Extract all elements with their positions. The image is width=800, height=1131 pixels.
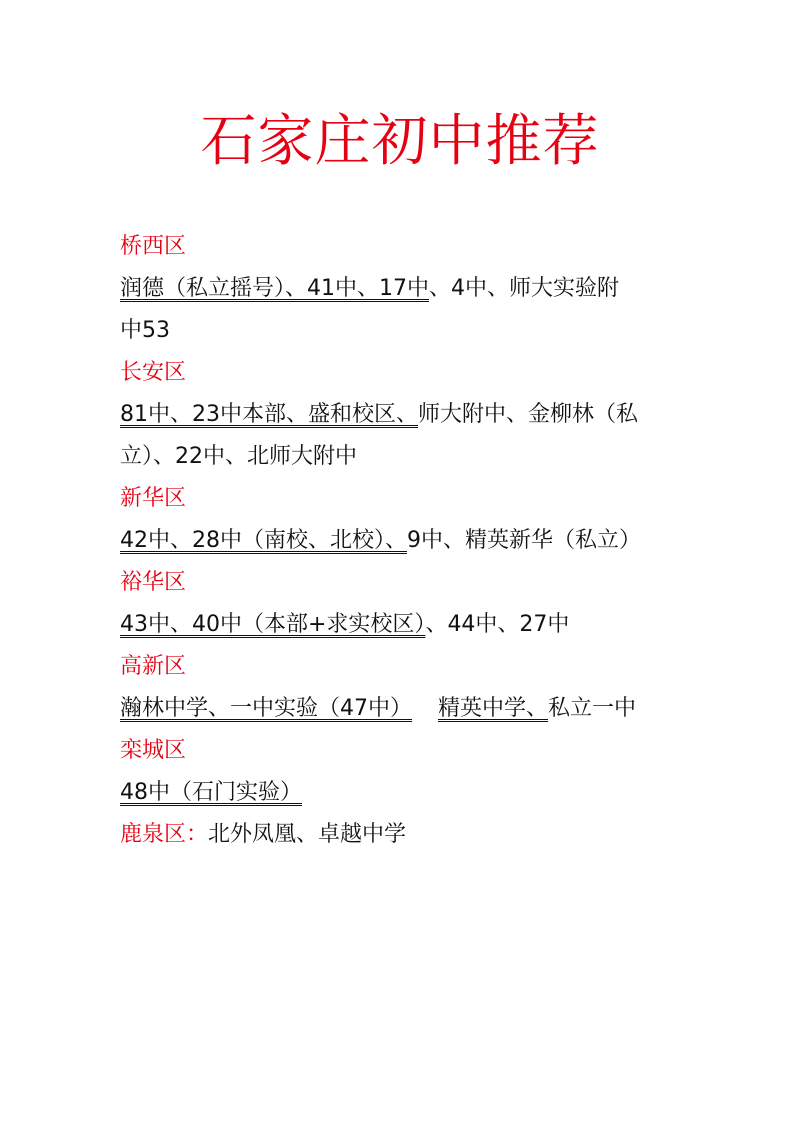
district-heading-qiaoxi: 桥西区 [120,234,187,259]
district-heading-gaoxin: 高新区 [120,654,187,679]
schools-line [120,688,710,730]
underlined-schools [120,780,328,805]
schools-text: 9中、精英新华（私立） [407,528,641,553]
schools-text: 精英中学、 [438,696,549,721]
schools-line [120,268,710,310]
underlined-schools: 润德（私立摇号）、41中、17中 [120,276,429,301]
district-heading-luquan: 鹿泉区： [120,822,209,847]
district-heading-xinhua: 新华区 [120,486,187,511]
district-heading-changan: 长安区 [120,360,187,385]
schools-text: 师大附中、金柳林（私 [418,402,639,427]
schools-line [120,604,710,646]
schools-text: 、4中、师大实验附 [429,276,619,301]
schools-text: 北外凤凰、卓越中学 [208,822,407,847]
schools-line [120,520,710,562]
schools-text: 48中（石门实验） [120,780,302,805]
district-list [120,226,710,856]
underlined-schools: 42中、28中（南校、北校）、 [120,528,407,553]
underlined-schools: 43中、40中（本部+求实校区） [120,612,426,637]
schools-line [120,772,710,814]
schools-text: 、44中、27中 [425,612,570,637]
schools-line [120,436,710,478]
schools-text: 私立一中 [548,696,637,721]
schools-line-luquan [120,814,710,856]
schools-line [120,310,710,352]
underlined-schools [120,696,548,721]
schools-line [120,394,710,436]
underlined-schools: 81中、23中本部、盛和校区、 [120,402,418,427]
district-heading-yuhua: 裕华区 [120,570,187,595]
district-heading-luancheng: 栾城区 [120,738,187,763]
page-title: 石家庄初中推荐 [200,109,600,174]
schools-text: 瀚林中学、一中实验（47中） [120,696,412,721]
schools-text: 立）、22中、北师大附中 [120,444,357,469]
schools-text: 中53 [120,318,170,343]
